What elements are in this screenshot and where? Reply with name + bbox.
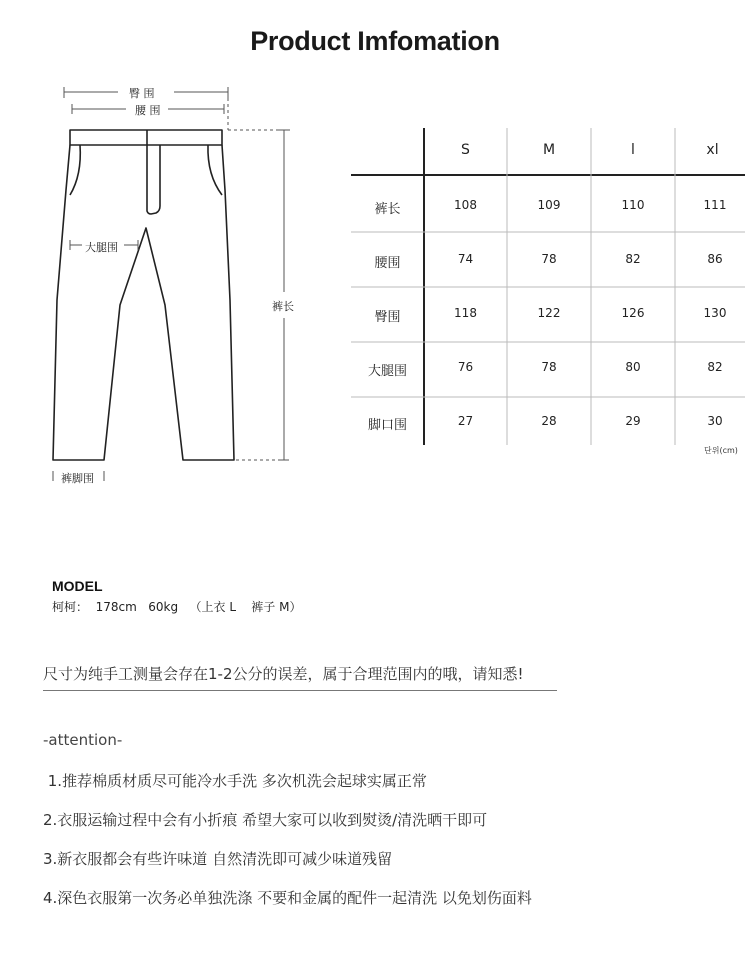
size-header-l: l: [631, 142, 635, 158]
table-cell: 74: [457, 252, 474, 266]
length-label: 裤长: [272, 300, 294, 313]
table-cell: 122: [537, 306, 561, 320]
size-notice: 尺寸为纯手工测量会存在1-2公分的误差，属于合理范围内的哦，请知悉!: [43, 663, 557, 691]
row-label-hem: 脚口围: [367, 418, 407, 433]
table-cell: 27: [457, 414, 474, 428]
model-info: 柯柯： 178cm 60kg （上衣 L 裤子 M）: [52, 600, 302, 614]
attention-heading: -attention-: [43, 731, 123, 749]
row-label-thigh: 大腿围: [367, 364, 407, 379]
table-cell: 109: [537, 198, 561, 212]
table-cell: 110: [621, 198, 645, 212]
hem-label: 裤脚围: [61, 472, 94, 485]
model-heading: MODEL: [52, 578, 103, 594]
attention-item: 4.深色衣服第一次务必单独洗涤 不要和金属的配件一起清洗 以免划伤面料: [43, 889, 532, 907]
table-cell: 76: [457, 360, 474, 374]
table-cell: 118: [454, 306, 477, 320]
table-cell: 80: [625, 360, 641, 374]
table-cell: 86: [707, 252, 723, 266]
attention-item: 3.新衣服都会有些许味道 自然清洗即可减少味道残留: [43, 850, 393, 868]
table-cell: 108: [454, 198, 477, 212]
table-cell: 111: [703, 198, 727, 212]
unit-label: 단위(cm): [704, 446, 738, 455]
waist-label: 腰 围: [135, 104, 161, 117]
table-cell: 28: [541, 414, 557, 428]
table-cell: 82: [625, 252, 641, 266]
attention-item: 1.推荐棉质材质尽可能冷水手洗 多次机洗会起球实属正常: [43, 772, 427, 790]
row-label-length: 裤长: [374, 202, 401, 217]
table-cell: 29: [625, 414, 641, 428]
size-header-m: M: [542, 142, 556, 158]
table-cell: 82: [707, 360, 723, 374]
size-header-s: S: [461, 142, 470, 158]
thigh-label: 大腿围: [85, 241, 118, 254]
row-label-hip: 臀围: [374, 310, 401, 325]
table-cell: 130: [703, 306, 727, 320]
row-label-waist: 腰围: [374, 256, 401, 271]
table-cell: 78: [541, 360, 557, 374]
hip-label: 臀 围: [129, 87, 155, 100]
table-cell: 126: [621, 306, 645, 320]
table-cell: 78: [541, 252, 557, 266]
attention-item: 2.衣服运输过程中会有小折痕 希望大家可以收到熨烫/清洗晒干即可: [43, 811, 488, 829]
page-title: Product Imfomation: [250, 26, 500, 56]
size-header-xl: xl: [706, 142, 719, 158]
table-cell: 30: [707, 414, 723, 428]
